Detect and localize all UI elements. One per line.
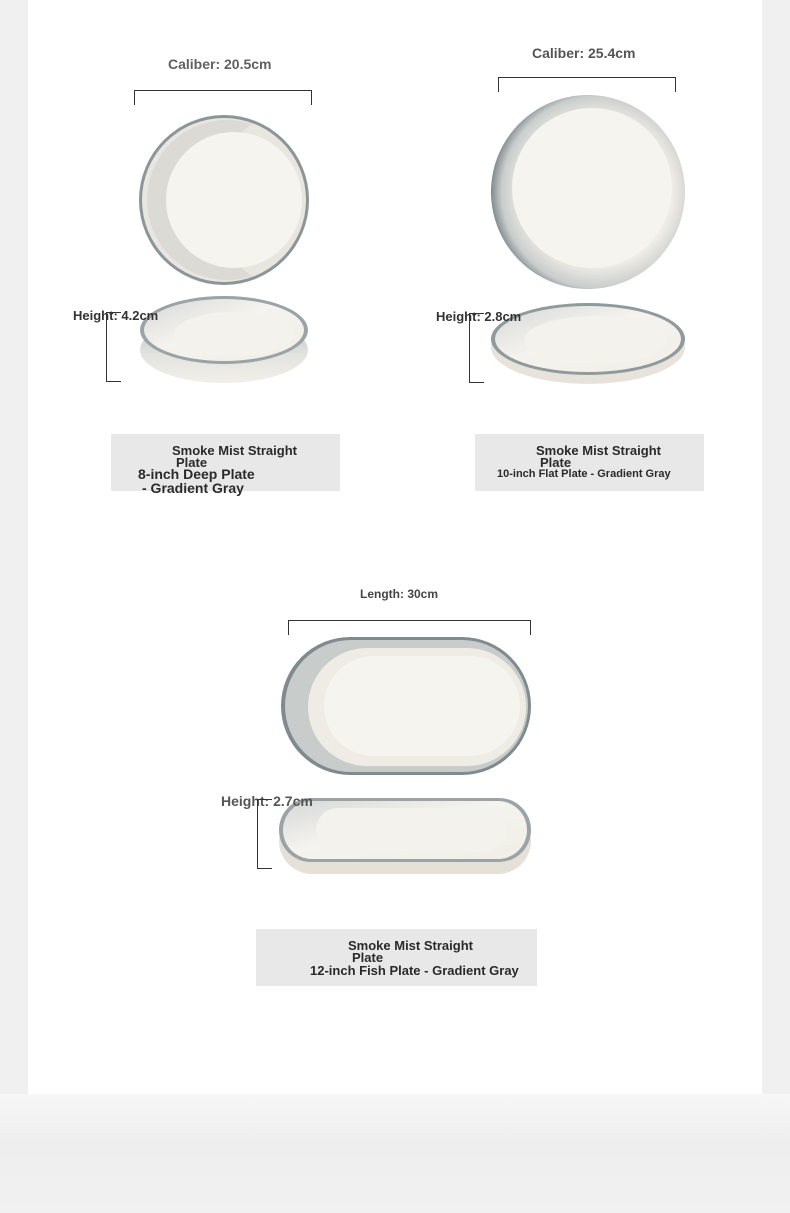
fish-plate-side-view xyxy=(276,794,534,880)
product-variant: 10-inch Flat Plate - Gradient Gray xyxy=(497,468,671,480)
product-type: Plate xyxy=(540,455,572,470)
flat-plate-top-view xyxy=(488,92,688,292)
caliber-label: Caliber: 20.5cm xyxy=(168,56,272,72)
product-color: - Gradient Gray xyxy=(142,480,244,496)
product-series: Smoke Mist Straight xyxy=(348,938,473,953)
product-name-box xyxy=(475,434,704,491)
product-series: Smoke Mist Straight xyxy=(536,443,661,458)
caliber-bracket xyxy=(134,90,312,105)
height-label: Height: 2.8cm xyxy=(436,309,522,324)
product-series: Smoke Mist Straight xyxy=(172,443,297,458)
deep-plate-side-view xyxy=(134,290,314,390)
caliber-label: Caliber: 25.4cm xyxy=(532,45,636,61)
height-label: Height: 2.7cm xyxy=(221,793,313,809)
left-margin xyxy=(0,0,28,1094)
length-label: Length: 30cm xyxy=(360,587,439,601)
product-variant: 8-inch Deep Plate xyxy=(138,466,255,482)
product-type: Plate xyxy=(352,950,384,965)
height-bracket xyxy=(257,799,272,869)
height-label: Height: 4.2cm xyxy=(73,308,159,323)
product-type: Plate xyxy=(176,455,208,470)
length-bracket xyxy=(288,620,531,635)
deep-plate-top-view xyxy=(134,112,314,292)
product-name-box xyxy=(111,434,340,496)
height-bracket xyxy=(469,313,484,383)
height-bracket xyxy=(106,312,121,382)
caliber-bracket xyxy=(498,77,676,92)
flat-plate-side-view xyxy=(488,292,688,392)
right-margin xyxy=(762,0,790,1094)
product-variant: 12-inch Fish Plate - Gradient Gray xyxy=(310,963,519,978)
fish-plate-top-view xyxy=(278,634,534,778)
product-name-box xyxy=(256,929,537,986)
background-floor xyxy=(0,1094,790,1213)
